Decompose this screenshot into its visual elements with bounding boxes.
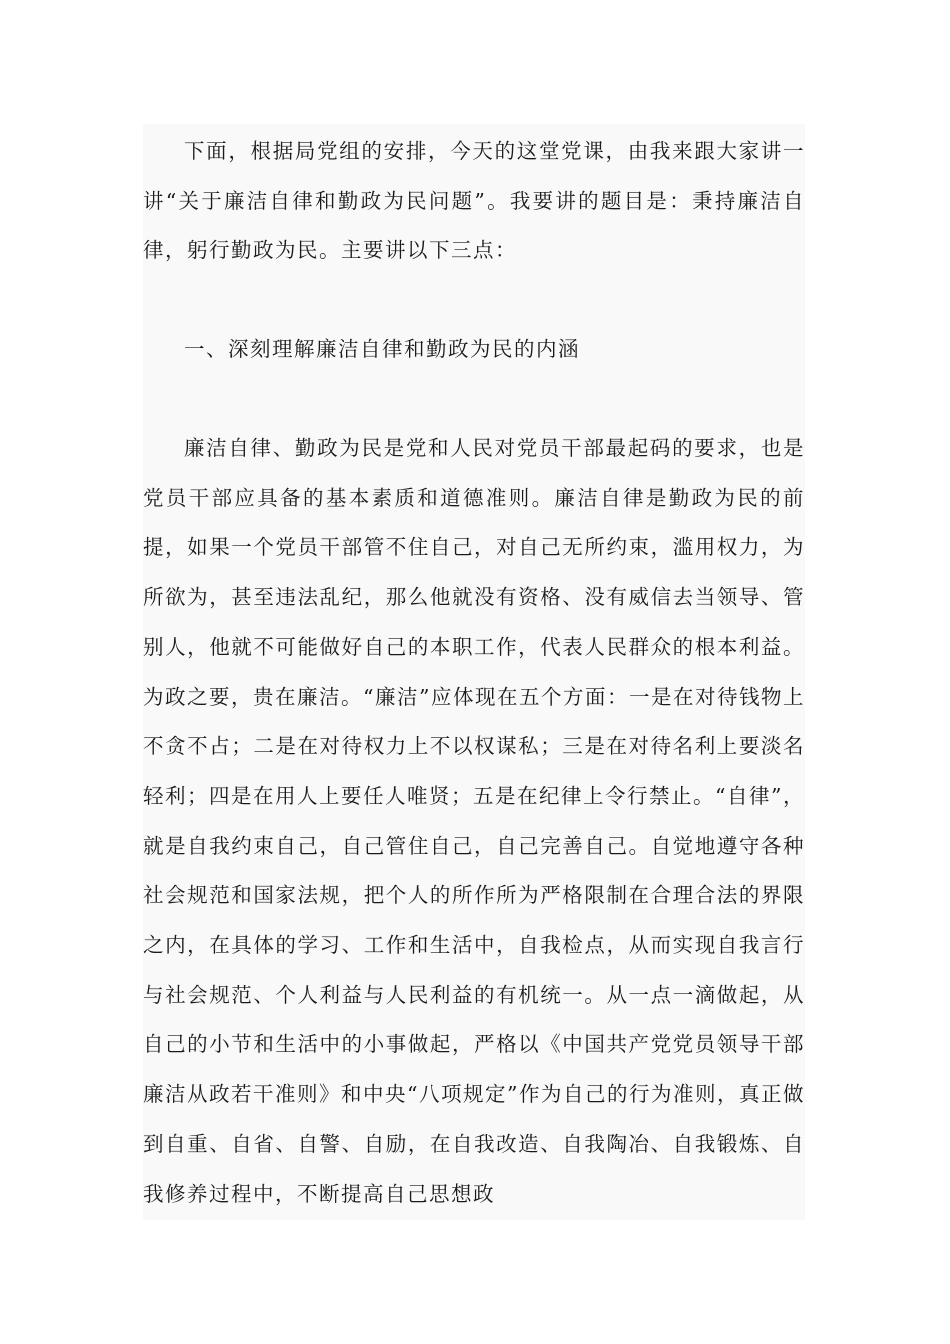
body-paragraph: 廉洁自律、勤政为民是党和人民对党员干部最起码的要求，也是党员干部应具备的基本素质和道德准则。廉洁自律是勤政为民的前提，如果一个党员干部管不住自己，对自己无所约束，滥用权力，为所欲为，甚至违法乱纪，那么他就没有资格、没有威信去当领导、管别人，他就不可能做好自己的本职工作，代表人民群众的根本利益。为政之要，贵在廉洁。“廉洁”应体现在五个方面：一是在对待钱物上不贪不占；二是在对待权力上不以权谋私；三是在对待名利上要淡名轻利；四是在用人上要任人唯贤；五是在纪律上令行禁止。“自律”，就是自我约束自己，自己管住自己，自己完善自己。自觉地遵守各种社会规范和国家法规，把个人的所作所为严格限制在合理合法的界限之内，在具体的学习、工作和生活中，自我检点，从而实现自我言行与社会规范、个人利益与人民利益的有机统一。从一点一滴做起，从自己的小节和生活中的小事做起，严格以《中国共产党党员领导干部廉洁从政若干准则》和中央“八项规定”作为自己的行为准则，真正做到自重、自省、自警、自励，在自我改造、自我陶冶、自我锻炼、自我修养过程中，不断提高自己思想政 [143, 436, 805, 1206]
document-page [143, 124, 805, 1220]
section-heading: 一、深刻理解廉洁自律和勤政为民的内涵 [184, 337, 580, 361]
intro-paragraph: 下面，根据局党组的安排，今天的这堂党课，由我来跟大家讲一讲“关于廉洁自律和勤政为民问题”。我要讲的题目是：秉持廉洁自律，躬行勤政为民。主要讲以下三点： [143, 139, 805, 263]
